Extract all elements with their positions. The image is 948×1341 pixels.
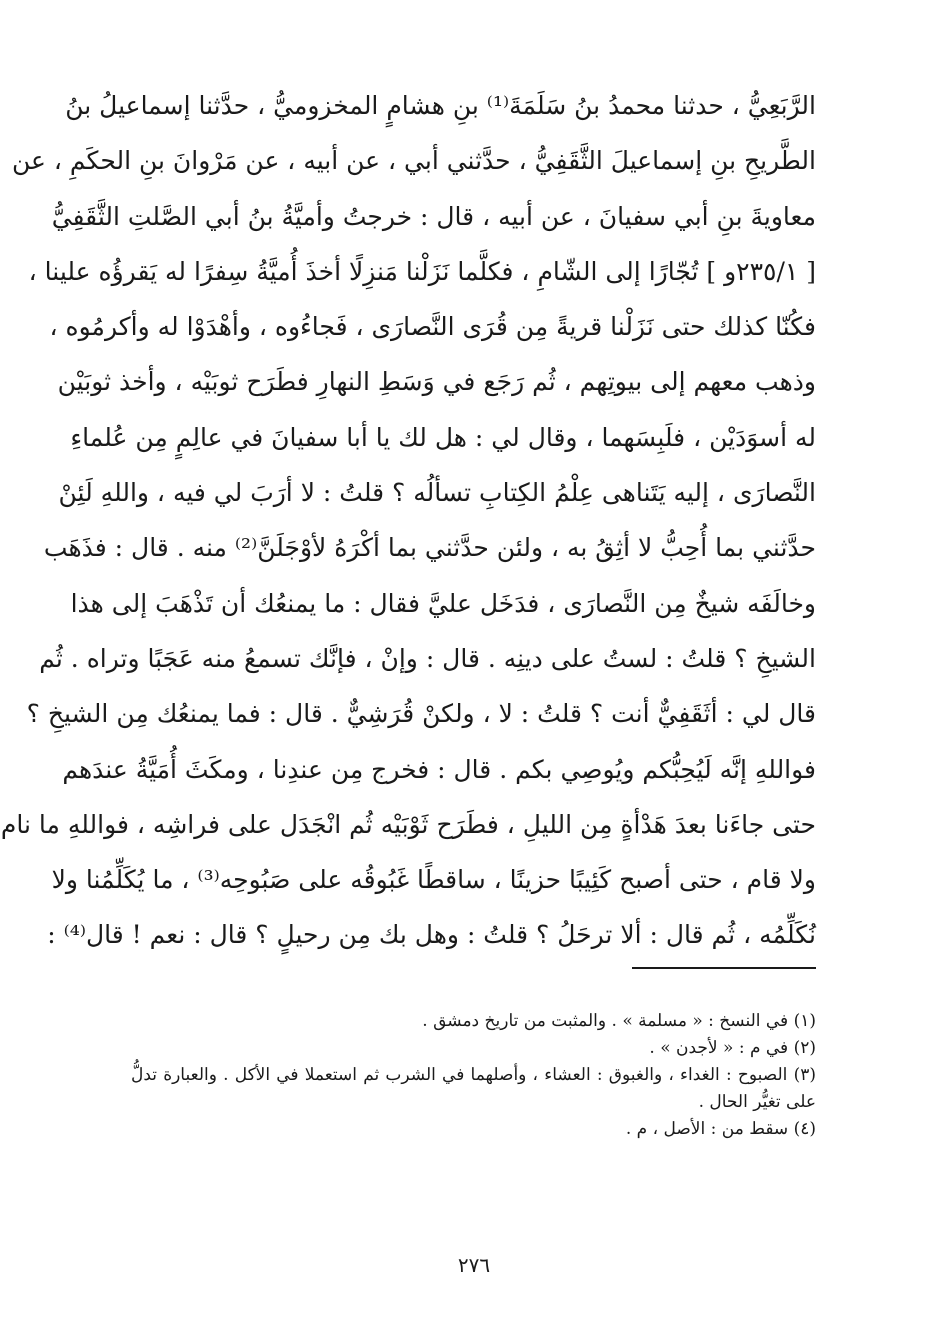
text-line: قال لي : أثَقَفِيٌّ أنت ؟ قلتُ : لا ، ولكنْ قُرَشِيٌّ . قال : فما يمنعُك مِن الشيخِ ؟	[26, 699, 816, 729]
text-line: نُكَلِّمُه ، ثُم قال : ألا ترحَلُ ؟ قلتُ : وهل بك مِن رحيلٍ ؟ قال : نعم ! قال⁽⁴⁾ :	[47, 920, 816, 950]
footnotes	[131, 1008, 816, 1143]
footnote-2: (٢) في م : « لأجدن » .	[649, 1038, 816, 1058]
text-line: [ ٢٣٥/١و ] تُجّارًا إلى الشّامِ ، فكلَّما نَزَلْنا مَنزِلًا أخذَ أُميَّةُ سِفرًا له يَقرؤُه علينا ،	[28, 256, 816, 286]
footnote-3-continued: على تغيُّر الحال .	[698, 1092, 816, 1112]
text-line: ولا قام ، حتى أصبح كَئِيبًا حزينًا ، ساقطًا غَبُوقُه على صَبُوحِه⁽³⁾ ، ما يُكَلِّمُنا ولا	[51, 865, 816, 895]
footnote-1: (١) في النسخ : « مسلمة » . والمثبت من تاريخ دمشق .	[422, 1011, 816, 1031]
footnote-4: (٤) سقط من : الأصل ، م .	[625, 1119, 816, 1139]
text-line: معاويةَ بنِ أبي سفيانَ ، عن أبيه ، قال : خرجتُ وأميَّةُ بنُ أبي الصَّلتِ الثَّقَفِيُّ	[51, 201, 816, 231]
text-line: حدَّثني بما أُحِبُّ لا أثِقُ به ، ولئن حدَّثني بما أكْرَهُ لأوْجَلَنَّ⁽²⁾ منه . قال : فذَهَب	[43, 533, 816, 563]
main-text	[0, 78, 816, 963]
text-line: فكُنّا كذلك حتى نَزَلْنا قريةً مِن قُرَى النَّصارَى ، فَجاءُوه ، وأهْدَوْا له وأكرمُوه ،	[49, 312, 816, 342]
text-line: حتى جاءَنا بعدَ هَدْأةٍ مِن الليلِ ، فطَرَح ثَوْبَيْه ثُم انْجَدَل على فراشِه ، فواللهِ ما نام	[0, 809, 816, 839]
text-line: الرَّبَعِيُّ ، حدثنا محمدُ بنُ سَلَمَةَ⁽¹⁾ بنِ هشامٍ المخزوميُّ ، حدَّثنا إسماعيلُ بنُ	[65, 91, 816, 120]
text-line: فواللهِ إنَّه لَيُحِبُّكم ويُوصِي بكم . قال : فخرج مِن عندِنا ، ومكَثَ أُمَيَّةُ عندَهم	[62, 754, 816, 784]
text-line: الشيخِ ؟ قلتُ : لستُ على دينِه . قال : وإنْ ، فإنَّك تسمعُ منه عَجَبًا وتراه . ثُم	[39, 643, 816, 673]
page-number: ٢٧٦	[457, 1253, 491, 1277]
text-line: له أسوَدَيْن ، فلَبِسَهما ، وقال لي : هل لك يا أبا سفيانَ في عالِمٍ مِن عُلماءِ	[70, 422, 816, 452]
footnote-3: (٣) الصبوح : الغداء ، والغبوق : العشاء ، وأصلهما في الشرب ثم استعملا في الأكل . والعبارة تدلُّ	[131, 1065, 816, 1085]
text-line: الطَّريحِ بنِ إسماعيلَ الثَّقَفِيُّ ، حدَّثني أبي ، عن أبيه ، عن مَرْوانَ بنِ الحكَمِ ، عن	[11, 146, 816, 176]
text-line: وذهب معهم إلى بيوتِهم ، ثُم رَجَع في وَسَطِ النهارِ فطَرَح ثوبَيْه ، وأخذ ثوبَيْن	[57, 367, 816, 397]
footnote-divider	[632, 967, 816, 969]
text-line: وخالَفَه شيخٌ مِن النَّصارَى ، فدَخَل عليَّ فقال : ما يمنعُك أن تَذْهَبَ إلى هذا	[70, 588, 816, 618]
text-line: النَّصارَى ، إليه يَتَناهى عِلْمُ الكِتابِ تسألُه ؟ قلتُ : لا أرَبَ لي فيه ، واللهِ لَئِنْ	[58, 478, 816, 508]
